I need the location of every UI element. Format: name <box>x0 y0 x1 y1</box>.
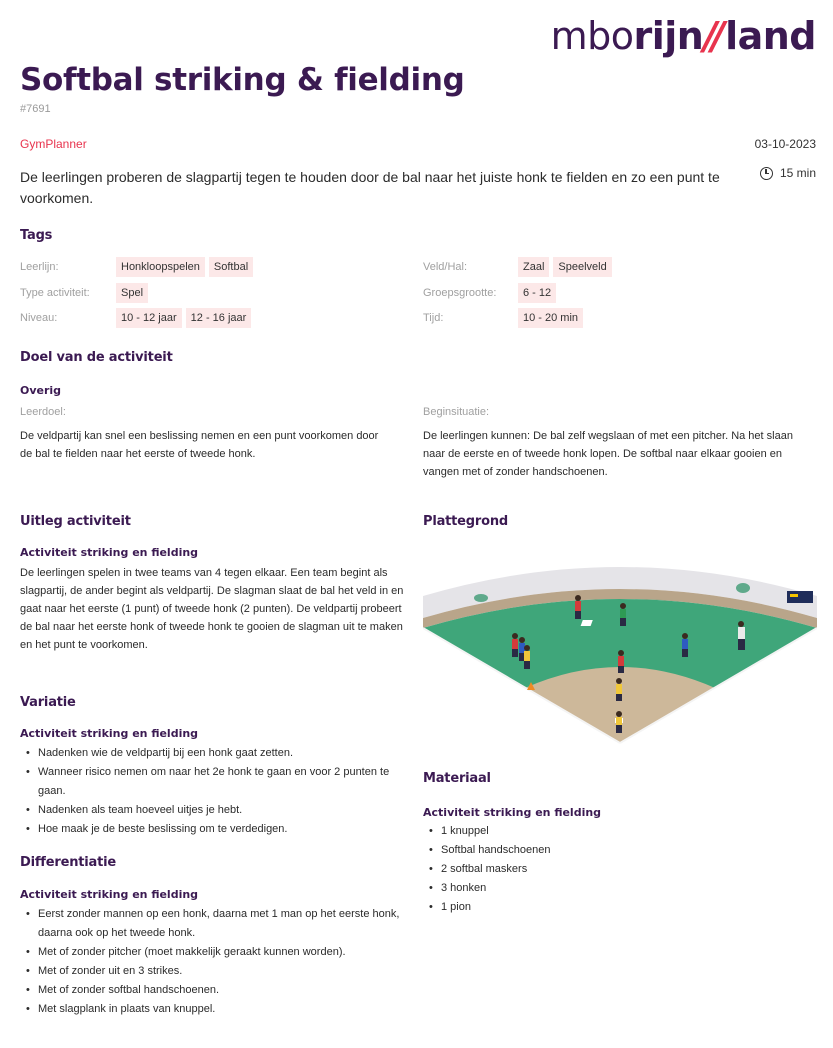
list-item: • Nadenken als team hoeveel uitjes je hebt. <box>20 801 415 820</box>
list-item: • 3 honken <box>423 879 813 898</box>
tag: Speelveld <box>553 257 611 277</box>
tag: 12 - 16 jaar <box>186 308 252 328</box>
logo-part-mbo: mbo <box>550 14 634 58</box>
doel-subheading: Overig <box>20 384 62 397</box>
clock-icon <box>760 167 773 180</box>
duration <box>760 166 816 180</box>
field-illustration <box>423 548 817 748</box>
duration-value: 15 min <box>779 166 816 180</box>
tag-group-groep <box>518 283 556 303</box>
scoreboard-light <box>790 594 798 597</box>
tag-label: Groepsgrootte: <box>423 287 497 299</box>
list-item: • Hoe maak je de beste beslissing om te verdedigen. <box>20 820 415 839</box>
tag-group-veld <box>518 257 612 277</box>
tag-label: Niveau: <box>20 312 58 324</box>
activity-id: #7691 <box>20 103 51 115</box>
tag-group-leerlijn <box>116 257 253 277</box>
bush <box>736 583 750 593</box>
logo-part-rijn: rijn <box>633 14 704 58</box>
list-item: • Met of zonder softbal handschoenen. <box>20 981 415 1000</box>
tag: Spel <box>116 283 148 303</box>
tag-label: Type activiteit: <box>20 287 90 299</box>
tag: 10 - 20 min <box>518 308 583 328</box>
plattegrond-heading: Plattegrond <box>423 514 509 529</box>
intro-text: De leerlingen proberen de slagpartij tegen te houden door de bal naar het juiste honk te fielden en zo een punt te voorkomen. <box>20 169 720 206</box>
materiaal-heading: Materiaal <box>423 771 491 786</box>
uitleg-subheading: Activiteit striking en fielding <box>20 546 199 559</box>
tag-row-veld <box>423 257 467 277</box>
page-title: Softbal striking & fielding <box>20 62 465 98</box>
brand-logo <box>551 14 816 58</box>
tag: Softbal <box>209 257 253 277</box>
source-label: GymPlanner <box>20 137 87 151</box>
list-item: • Eerst zonder mannen op een honk, daarna met 1 man op het eerste honk, daarna ook op het tweede honk. <box>20 905 415 943</box>
uitleg-text: De leerlingen spelen in twee teams van 4 tegen elkaar. Een team begint als slagpartij, de ander begint als veldpartij. De slagman slaat de bal het veld in en gaat naar het eerste (1 punt) of tweede honk (2 punten). De veldpartij probeert de bal naar het eerste honk of tweede honk te gooien de slagman uit te maken en het punt te voorkomen. <box>20 567 404 651</box>
variatie-subheading: Activiteit striking en fielding <box>20 727 199 740</box>
tag-row-niveau <box>20 308 57 328</box>
list-item: • 2 softbal maskers <box>423 860 813 879</box>
tag-label: Leerlijn: <box>20 261 59 273</box>
bush <box>474 594 488 602</box>
list-item: • 1 pion <box>423 898 813 917</box>
list-item: • Softbal handschoenen <box>423 841 813 860</box>
list-item: • 1 knuppel <box>423 822 813 841</box>
variatie-list <box>20 744 415 839</box>
doel-heading: Doel van de activiteit <box>20 350 173 365</box>
differentiatie-list <box>20 905 415 1019</box>
tag-row-groep <box>423 283 496 303</box>
differentiatie-heading: Differentiatie <box>20 855 116 870</box>
tag-group-niveau <box>116 308 251 328</box>
beginsituatie-text: De leerlingen kunnen: De bal zelf wegslaan of met een pitcher. Na het slaan naar de eerste en of tweede honk lopen. De softbal naar elkaar gooien en vangen met of zonder handschoenen. <box>423 430 793 478</box>
differentiatie-subheading: Activiteit striking en fielding <box>20 888 199 901</box>
tag: Zaal <box>518 257 549 277</box>
list-item: • Nadenken wie de veldpartij bij een honk gaat zetten. <box>20 744 415 763</box>
list-item: • Met of zonder uit en 3 strikes. <box>20 962 415 981</box>
tag-group-type <box>116 283 148 303</box>
tags-heading: Tags <box>20 228 53 243</box>
tag-label: Veld/Hal: <box>423 261 468 273</box>
tag-row-leerlijn <box>20 257 59 277</box>
tag: Honkloopspelen <box>116 257 205 277</box>
tag: 6 - 12 <box>518 283 556 303</box>
tag-label: Tijd: <box>423 312 444 324</box>
materiaal-list <box>423 822 813 917</box>
tag-row-tijd <box>423 308 443 328</box>
tag-group-tijd <box>518 308 583 328</box>
tag: 10 - 12 jaar <box>116 308 182 328</box>
logo-slash: // <box>703 14 720 58</box>
leerdoel-label: Leerdoel: <box>20 406 66 418</box>
beginsituatie-label: Beginsituatie: <box>423 406 490 418</box>
uitleg-heading: Uitleg activiteit <box>20 514 131 529</box>
tag-row-type <box>20 283 90 303</box>
date-label: 03-10-2023 <box>754 137 816 151</box>
list-item: • Wanneer risico nemen om naar het 2e honk te gaan en voor 2 punten te gaan. <box>20 763 415 801</box>
list-item: • Met of zonder pitcher (moet makkelijk geraakt kunnen worden). <box>20 943 415 962</box>
variatie-heading: Variatie <box>20 695 76 710</box>
leerdoel-text: De veldpartij kan snel een beslissing nemen en een punt voorkomen door de bal te fielden naar het eerste of tweede honk. <box>20 430 379 460</box>
logo-part-land: land <box>725 14 816 58</box>
list-item: • Met slagplank in plaats van knuppel. <box>20 1000 415 1019</box>
materiaal-subheading: Activiteit striking en fielding <box>423 806 602 819</box>
